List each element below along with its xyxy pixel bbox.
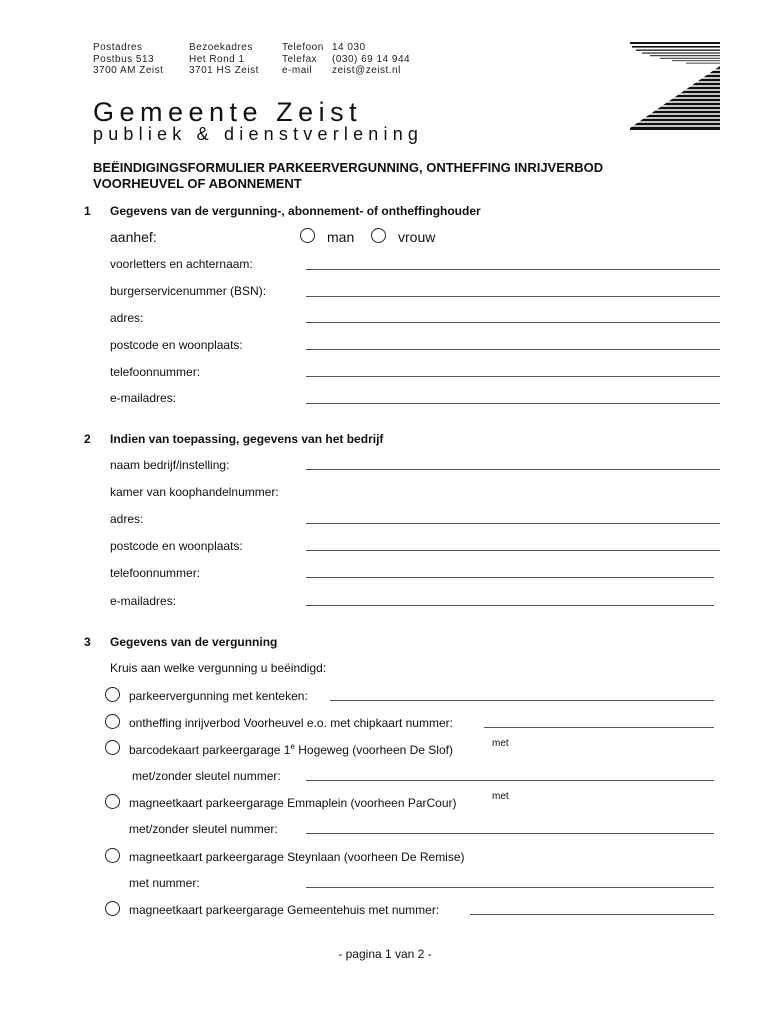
section3-instruction: Kruis aan welke vergunning u beëindigd:: [110, 661, 327, 675]
option-barcodekaart-label: [129, 742, 453, 757]
field-bedrijf-email-input[interactable]: [306, 605, 714, 606]
org-title: Gemeente Zeist: [93, 97, 363, 127]
option-ontheffing-radio[interactable]: [105, 714, 120, 729]
field-telefoon-input[interactable]: [306, 376, 720, 377]
aanhef-man-label: man: [327, 229, 355, 245]
option-ontheffing-label: ontheffing inrijverbod Voorheuvel e.o. met chipkaart nummer:: [129, 716, 453, 730]
bezoekadres-line: 3701 HS Zeist: [189, 65, 259, 76]
contact-values: [332, 42, 410, 77]
option-barcodekaart-sub-label: met/zonder sleutel nummer:: [132, 769, 281, 783]
section3-title: Gegevens van de vergunning: [110, 635, 278, 649]
option-gemeentehuis-radio[interactable]: [105, 901, 120, 916]
bezoekadres-line: Bezoekadres: [189, 42, 253, 53]
aanhef-label: aanhef:: [110, 229, 157, 245]
field-label-bedrijf: naam bedrijf/instelling:: [110, 458, 230, 472]
field-label-telefoon: telefoonnummer:: [110, 365, 201, 379]
postadres-line: 3700 AM Zeist: [93, 65, 164, 76]
field-email-input[interactable]: [306, 403, 720, 404]
option-emmaplein-radio[interactable]: [105, 794, 120, 809]
option-barcodekaart-met: met: [492, 738, 509, 749]
contact-value: (030) 69 14 944: [332, 53, 411, 65]
section3-number: 3: [84, 635, 91, 649]
option-gemeentehuis-input[interactable]: [470, 914, 714, 915]
section2-number: 2: [84, 432, 91, 446]
postadres-block: [93, 42, 163, 77]
field-bedrijf-telefoon-input[interactable]: [306, 577, 714, 578]
page-number: - pagina 1 van 2 -: [338, 947, 432, 961]
field-label-bedrijf-postcode: postcode en woonplaats:: [110, 539, 243, 553]
field-label-bsn: burgerservicenummer (BSN):: [110, 284, 267, 298]
contact-label: Telefoon: [282, 42, 324, 53]
bezoekadres-block: [189, 42, 259, 77]
contact-labels: [282, 42, 324, 77]
option-steynlaan-sub-label: met nummer:: [129, 876, 200, 890]
gemeente-zeist-logo: [628, 42, 722, 130]
field-bedrijf-input[interactable]: [306, 469, 720, 470]
field-bedrijf-postcode-input[interactable]: [306, 550, 720, 551]
contact-label: e-mail: [282, 65, 313, 76]
option-ontheffing-input[interactable]: [484, 727, 714, 728]
field-label-kvk: kamer van koophandelnummer:: [110, 485, 279, 499]
option-barcodekaart-text: barcodekaart parkeergarage 1: [129, 743, 291, 757]
postadres-line: Postbus 513: [93, 53, 155, 65]
field-postcode-input[interactable]: [306, 349, 720, 350]
option-steynlaan-label: magneetkaart parkeergarage Steynlaan (voorheen De Remise): [129, 850, 465, 864]
bezoekadres-line: Het Rond 1: [189, 53, 245, 65]
contact-value: zeist@zeist.nl: [332, 65, 401, 76]
field-bsn-input[interactable]: [306, 296, 720, 297]
field-label-bedrijf-telefoon: telefoonnummer:: [110, 566, 201, 580]
option-emmaplein-label: magneetkaart parkeergarage Emmaplein (voorheen ParCour): [129, 796, 457, 810]
postadres-line: Postadres: [93, 42, 143, 53]
field-bedrijf-adres-input[interactable]: [306, 523, 720, 524]
aanhef-man-radio[interactable]: [300, 228, 315, 243]
aanhef-vrouw-radio[interactable]: [371, 228, 386, 243]
form-title: [93, 160, 603, 192]
field-label-postcode: postcode en woonplaats:: [110, 338, 243, 352]
field-label-name: voorletters en achternaam:: [110, 257, 253, 271]
field-adres-input[interactable]: [306, 322, 720, 323]
option-emmaplein-input[interactable]: [306, 833, 714, 834]
option-barcodekaart-input[interactable]: [306, 780, 714, 781]
org-subtitle: publiek & dienstverlening: [93, 124, 424, 144]
field-label-email: e-mailadres:: [110, 391, 177, 405]
option-barcodekaart-radio[interactable]: [105, 740, 120, 755]
option-barcodekaart-sup: e: [290, 742, 295, 751]
option-barcodekaart-rest: Hogeweg (voorheen De Slof): [294, 743, 453, 757]
section1-number: 1: [84, 204, 91, 218]
option-emmaplein-sub-label: met/zonder sleutel nummer:: [129, 822, 278, 836]
field-label-bedrijf-adres: adres:: [110, 512, 144, 526]
field-name-input[interactable]: [306, 269, 720, 270]
option-parkeervergunning-input[interactable]: [330, 700, 714, 701]
option-steynlaan-radio[interactable]: [105, 848, 120, 863]
option-emmaplein-met: met: [492, 791, 509, 802]
option-gemeentehuis-label: magneetkaart parkeergarage Gemeentehuis met nummer:: [129, 903, 440, 917]
field-label-bedrijf-email: e-mailadres:: [110, 594, 177, 608]
field-label-adres: adres:: [110, 311, 144, 325]
option-steynlaan-input[interactable]: [306, 887, 714, 888]
form-title-line: BEËINDIGINGSFORMULIER PARKEERVERGUNNING, ONTHEFFING INRIJVERBOD: [93, 160, 604, 175]
option-parkeervergunning-radio[interactable]: [105, 687, 120, 702]
contact-value: 14 030: [332, 42, 366, 53]
section1-title: Gegevens van de vergunning-, abonnement- of ontheffinghouder: [110, 204, 481, 218]
contact-label: Telefax: [282, 53, 318, 65]
option-parkeervergunning-label: parkeervergunning met kenteken:: [129, 689, 308, 703]
aanhef-vrouw-label: vrouw: [398, 229, 436, 245]
form-title-line: VOORHEUVEL OF ABONNEMENT: [93, 176, 302, 191]
section2-title: Indien van toepassing, gegevens van het bedrijf: [110, 432, 384, 446]
